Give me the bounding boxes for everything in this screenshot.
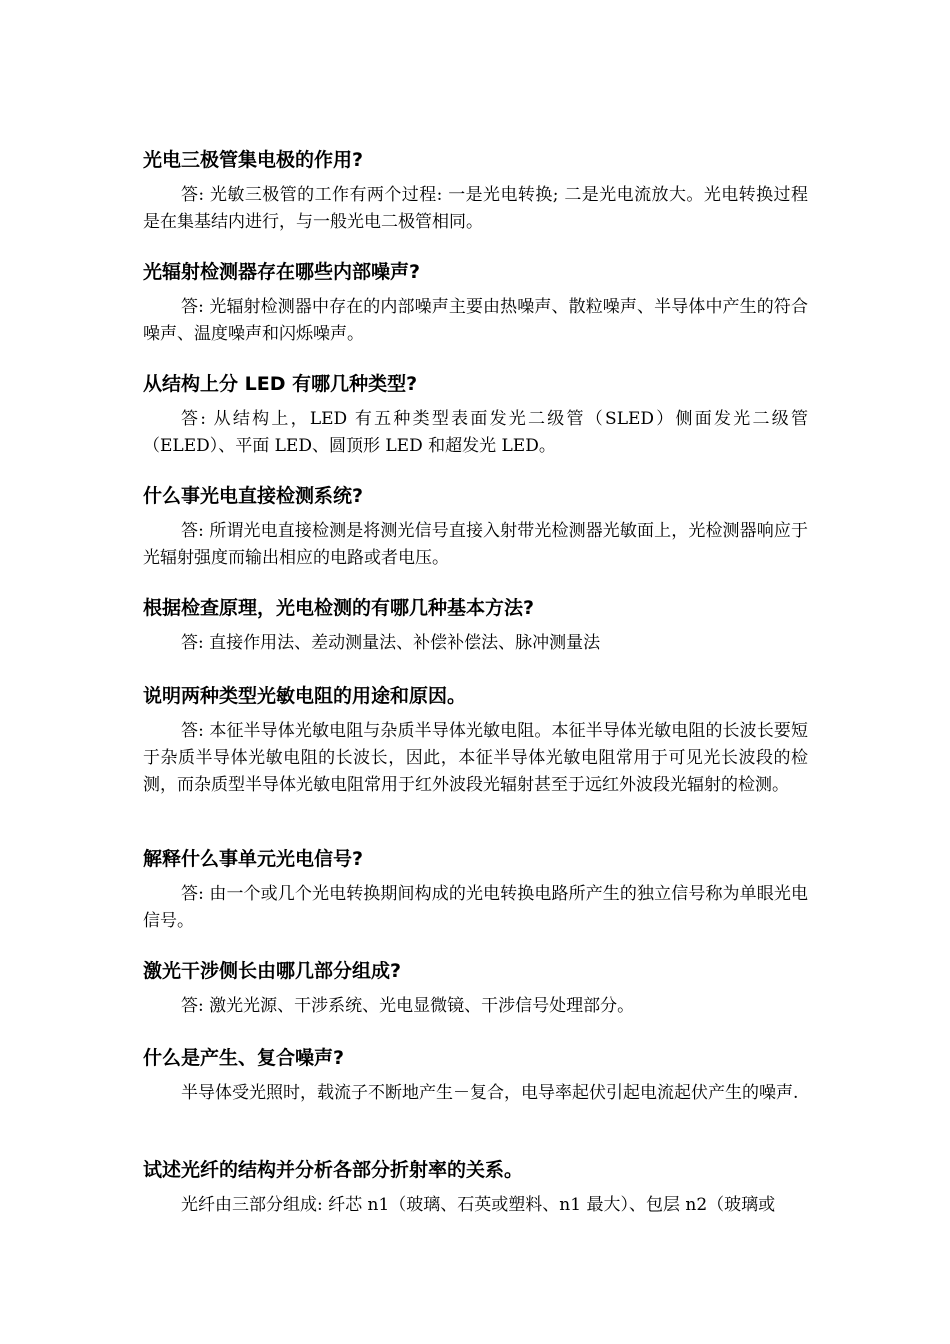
answer-paragraph: 答: 由一个或几个光电转换期间构成的光电转换电路所产生的独立信号称为单眼光电信号。 (143, 884, 808, 931)
qa-section (143, 845, 808, 935)
question-heading: 说明两种类型光敏电阻的用途和原因。 (143, 685, 467, 707)
answer-paragraph: 答: 本征半导体光敏电阻与杂质半导体光敏电阻。本征半导体光敏电阻的长波长要短于杂质半导体光敏电阻的长波长，因此，本征半导体光敏电阻常用于可见光长波段的检测，而杂质型半导体光敏电阻常用于红外波段光辐射甚至于远红外波段光辐射的检测。 (143, 721, 808, 795)
question-heading: 什么事光电直接检测系统? (143, 485, 364, 507)
qa-section (143, 1156, 808, 1219)
answer-paragraph: 答: 所谓光电直接检测是将测光信号直接入射带光检测器光敏面上，光检测器响应于光辐射强度而输出相应的电路或者电压。 (143, 521, 808, 568)
answer-paragraph: 光纤由三部分组成: 纤芯 n1（玻璃、石英或塑料、n1 最大）、包层 n2（玻璃或 (181, 1195, 776, 1215)
qa-section (143, 682, 808, 799)
question-heading: 激光干涉侧长由哪几部分组成? (143, 960, 402, 982)
question-heading: 根据检查原理，光电检测的有哪几种基本方法? (143, 597, 535, 619)
answer-paragraph: 答: 激光光源、干涉系统、光电显微镜、干涉信号处理部分。 (181, 996, 635, 1016)
question-heading: 从结构上分 LED 有哪几种类型? (143, 373, 418, 395)
answer-paragraph: 答: 从结构上，LED 有五种类型表面发光二级管（SLED）侧面发光二级管（ELED）、平面 LED、圆顶形 LED 和超发光 LED。 (143, 409, 808, 456)
qa-section (143, 957, 808, 1020)
qa-section (143, 594, 808, 657)
qa-section (143, 1044, 808, 1107)
answer-paragraph: 答: 直接作用法、差动测量法、补偿补偿法、脉冲测量法 (181, 633, 601, 653)
answer-paragraph: 半导体受光照时，载流子不断地产生－复合，电导率起伏引起电流起伏产生的噪声. (181, 1083, 799, 1103)
question-heading: 光电三极管集电极的作用? (143, 149, 364, 171)
question-heading: 什么是产生、复合噪声? (143, 1047, 345, 1069)
question-heading: 解释什么事单元光电信号? (143, 848, 364, 870)
question-heading: 试述光纤的结构并分析各部分折射率的关系。 (143, 1159, 524, 1181)
qa-section (143, 370, 808, 460)
qa-section (143, 258, 808, 348)
question-heading: 光辐射检测器存在哪些内部噪声? (143, 261, 421, 283)
qa-section (143, 482, 808, 572)
qa-section (143, 146, 808, 236)
answer-paragraph: 答: 光敏三极管的工作有两个过程: 一是光电转换; 二是光电流放大。光电转换过程是在集基结内进行，与一般光电二极管相同。 (143, 185, 808, 232)
answer-paragraph: 答: 光辐射检测器中存在的内部噪声主要由热噪声、散粒噪声、半导体中产生的符合噪声、温度噪声和闪烁噪声。 (143, 297, 808, 344)
